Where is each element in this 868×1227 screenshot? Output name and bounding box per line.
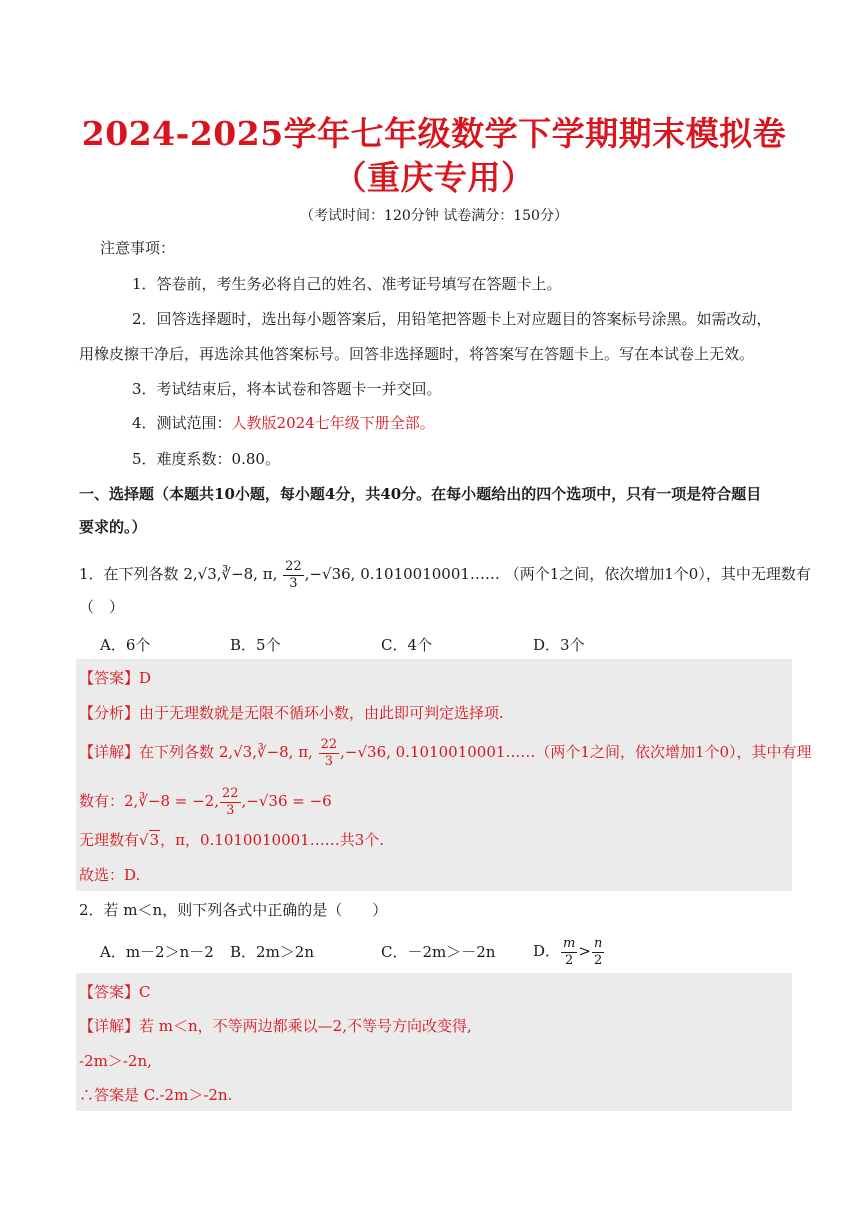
q2-option-d-num-n: n: [593, 935, 603, 951]
q1-rational-frac-num: 22: [221, 785, 239, 801]
q1-rational-fraction: [220, 786, 241, 819]
q1-option-a: A．6个: [100, 636, 151, 654]
q1-paren: （ ）: [79, 598, 125, 616]
q2-option-d-frac-left: [561, 936, 577, 969]
q1-detail: [79, 735, 812, 770]
exam-info: （考试时间：120分钟 试卷满分：150分）: [300, 208, 568, 224]
page-subtitle: （重庆专用）: [333, 158, 535, 197]
q1-rational-math-b: ,−√36 = −6: [241, 792, 332, 810]
note-2b: 用橡皮擦干净后，再选涂其他答案标号。回答非选择题时，将答案写在答题卡上。写在本试卷上无效。: [79, 345, 755, 363]
q1-irrational-radicand: 3: [149, 831, 160, 849]
q2-option-d-den-right: 2: [593, 952, 603, 968]
q2-detail: [79, 1016, 472, 1036]
q1-irrational-sqrt: √3: [139, 831, 160, 849]
q1-rational-prefix: 数有：: [79, 792, 125, 810]
note-4-prefix: 4．测试范围：: [132, 414, 232, 432]
q1-detail-frac-den: 3: [324, 753, 334, 769]
q1-detail-prefix: 在下列各数: [139, 743, 215, 761]
note-2a: 2．回答选择题时，选出每小题答案后，用铅笔把答题卡上对应题目的答案标号涂黑。如需改动，: [132, 310, 772, 328]
q2-detail-text: 若 m＜n，不等两边都乘以—2,不等号方向改变得,: [139, 1017, 472, 1035]
q2-option-a: A．m－2＞n－2: [100, 943, 214, 961]
q2-step-2: ∴答案是 C.-2m＞-2n.: [79, 1086, 233, 1104]
q2-option-d: D． $\frac{m}{2}$ > $\frac{n}{2}$: [533, 935, 603, 968]
notes-heading: 注意事项：: [100, 239, 176, 257]
q1-rational-frac-den: 3: [226, 802, 235, 818]
q1-analysis-text: 由于无理数就是无限不循环小数，由此即可判定选择项.: [139, 704, 504, 722]
note-4-scope: 人教版2024七年级下册全部。: [231, 414, 435, 432]
q1-irrational-rest: ，π，0.1010010001……共3个.: [160, 831, 385, 849]
q1-answer-value: D: [139, 669, 152, 687]
q1-detail-frac-num: 22: [320, 736, 338, 752]
q2-step-1: -2m＞-2n,: [79, 1052, 152, 1070]
q1-analysis-label: 【分析】: [79, 704, 140, 722]
q1-frac-num: 22: [285, 558, 302, 574]
q1-rational-math-a: 2,∛−8 = −2,: [124, 792, 219, 810]
q1-numbers-a: 2,√3,∛−8, π,: [183, 565, 278, 583]
note-1: 1．答卷前，考生务必将自己的姓名、准考证号填写在答题卡上。: [132, 275, 562, 293]
q2-option-d-den-left: 2: [565, 952, 574, 968]
q1-detail-label: 【详解】: [79, 743, 140, 761]
q1-irrational-prefix: 无理数有: [79, 831, 140, 849]
q1-option-d: D．3个: [533, 636, 585, 654]
q2-option-b: B．2m＞2n: [230, 943, 314, 961]
q1-analysis: [79, 703, 504, 723]
q1-prefix: 1．在下列各数: [79, 565, 179, 583]
note-3: 3．考试结束后，将本试卷和答题卡一并交回。: [132, 380, 442, 398]
q1-option-b: B．5个: [230, 636, 281, 654]
note-5: 5．难度系数：0.80。: [132, 450, 280, 468]
q1-answer-label: 【答案】: [79, 669, 140, 687]
q1-solution-box: [76, 659, 792, 891]
q1-detail-numbers-a: 2,√3,∛−8, π,: [218, 743, 313, 761]
q1-detail-numbers-b: ,−√36, 0.1010010001……: [340, 743, 536, 761]
q1-numbers-b: ,−√36, 0.1010010001……: [304, 565, 500, 583]
q1-stem: [79, 557, 811, 592]
section-heading-cont: 要求的。）: [79, 518, 147, 536]
q2-stem: 2．若 m＜n，则下列各式中正确的是（ ）: [79, 901, 388, 919]
q2-option-d-prefix: D．: [533, 942, 561, 960]
q1-option-c: C．4个: [381, 636, 433, 654]
q2-option-c: C．－2m＞－2n: [381, 943, 496, 961]
q2-answer: [79, 982, 151, 1002]
page-title: 2024-2025学年七年级数学下学期期末模拟卷: [81, 114, 787, 153]
q2-option-d-num-m: m: [563, 935, 576, 951]
q1-detail-suffix: （两个1之间，依次增加1个0），其中有理: [535, 743, 812, 761]
q1-fraction: [283, 559, 304, 592]
q1-suffix: （两个1之间，依次增加1个0），其中无理数有: [504, 565, 811, 583]
section-heading: 一、选择题（本题共10小题，每小题4分，共40分。在每小题给出的四个选项中，只有一项是符合题目: [79, 485, 762, 503]
q1-frac-den: 3: [289, 575, 298, 591]
q2-answer-label: 【答案】: [79, 983, 140, 1001]
q1-irrational: [79, 830, 384, 850]
q1-detail-fraction: [319, 737, 340, 770]
q2-option-d-frac-right: [592, 936, 604, 969]
note-4: [132, 413, 435, 433]
q1-rational: [79, 784, 332, 819]
q2-detail-label: 【详解】: [79, 1017, 140, 1035]
q1-answer: [79, 668, 151, 688]
q2-answer-value: C: [139, 983, 151, 1001]
q1-conclusion: 故选：D.: [79, 866, 141, 884]
